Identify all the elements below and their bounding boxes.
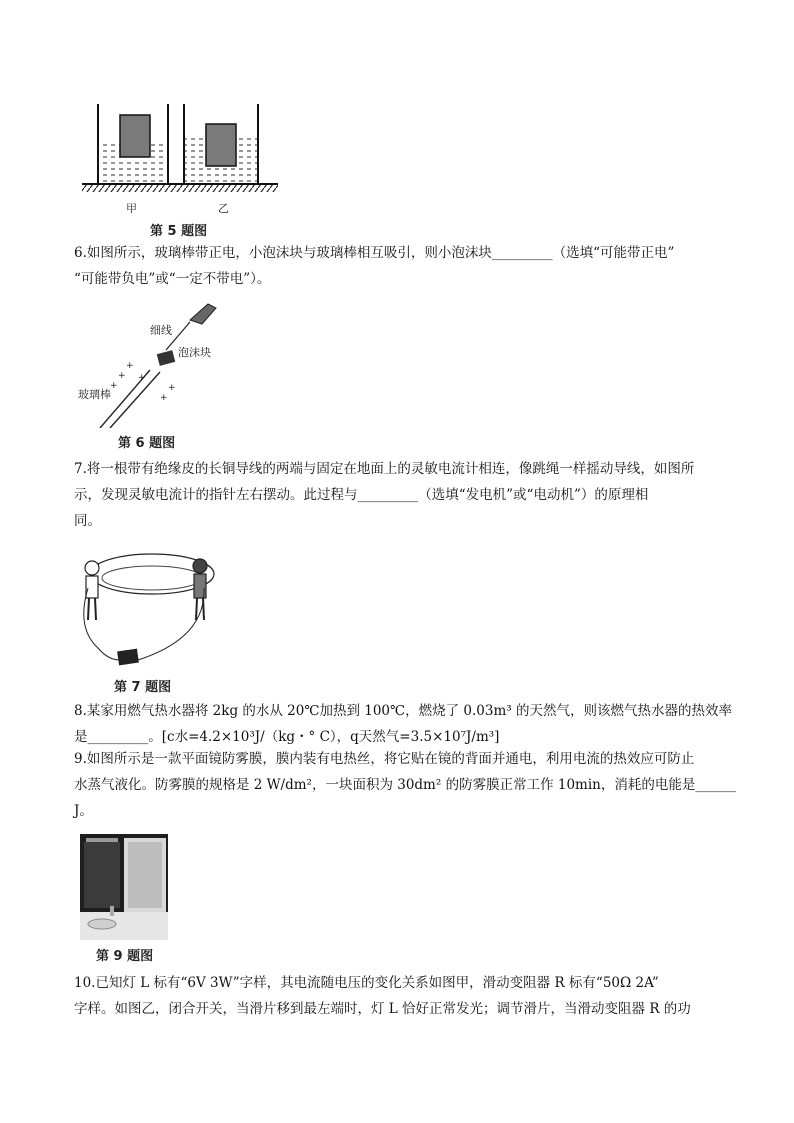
q8-line1: 8.某家用燃气热水器将 2kg 的水从 20℃加热到 100℃，燃烧了 0.03m³ 的天然气，则该燃气热水器的热效率 [74,703,732,719]
jump-rope-wire-diagram [78,548,228,672]
svg-text:+: + [126,361,134,371]
q7-line2: 示，发现灵敏电流计的指针左右摆动。此过程与_________（选填“发电机”或“电动机”）的原理相 [74,487,649,503]
figure-5 [78,100,284,215]
svg-text:+: + [168,383,176,393]
q6-line1: 6.如图所示，玻璃棒带正电，小泡沫块与玻璃棒相互吸引，则小泡沫块_________（选填“可能带正电” [74,245,675,261]
figure-9-photo [80,834,168,940]
fig7-caption: 第 7 题图 [114,680,172,695]
fig6-caption: 第 6 题图 [118,436,176,451]
q7-line1: 7.将一根带有绝缘皮的长铜导线的两端与固定在地面上的灵敏电流计相连，像跳绳一样摇动导线，如图所 [74,461,695,477]
fig5-caption: 第 5 题图 [150,224,208,239]
figure-6 [78,298,278,428]
q8-line2: 是_________。[c水=4.2×10³J/（kg・° C），q天然气=3.5×10⁷J/m³] [74,729,500,745]
fig6-label-rod: 玻璃棒 [78,388,111,401]
q10-line2: 字样。如图乙，闭合开关，当滑片移到最左端时，灯 L 恰好正常发光；调节滑片，当滑动变阻器 R 的功 [74,1001,691,1017]
fig9-caption: 第 9 题图 [96,949,154,964]
fig5-label-yi: 乙 [218,202,229,215]
figure-7 [78,548,228,672]
fig5-label-jia: 甲 [126,202,137,215]
bathroom-mirror-image [80,834,168,940]
q9-line2: 水蒸气液化。防雾膜的规格是 2 W/dm²，一块面积为 30dm² 的防雾膜正常工作 10min，消耗的电能是______ [74,777,736,793]
svg-text:+: + [138,373,146,383]
q7-line3: 同。 [74,513,101,529]
q9-line3: J。 [74,803,93,819]
fig6-label-thread: 细线 [150,324,172,337]
q6-line2: “可能带负电”或“一定不带电”）。 [74,271,271,287]
charged-rod-diagram [78,298,278,428]
q10-line1: 10.已知灯 L 标有“6V 3W”字样，其电流随电压的变化关系如图甲，滑动变阻器 R 标有“50Ω 2A” [74,975,659,991]
q9-line1: 9.如图所示是一款平面镜防雾膜，膜内装有电热丝，将它贴在镜的背面并通电，利用电流的热效应可防止 [74,751,695,767]
beakers-diagram [78,100,284,215]
svg-text:+: + [110,381,118,391]
svg-text:+: + [118,371,126,381]
svg-text:+: + [160,393,168,403]
fig6-label-foam: 泡沫块 [178,346,211,359]
